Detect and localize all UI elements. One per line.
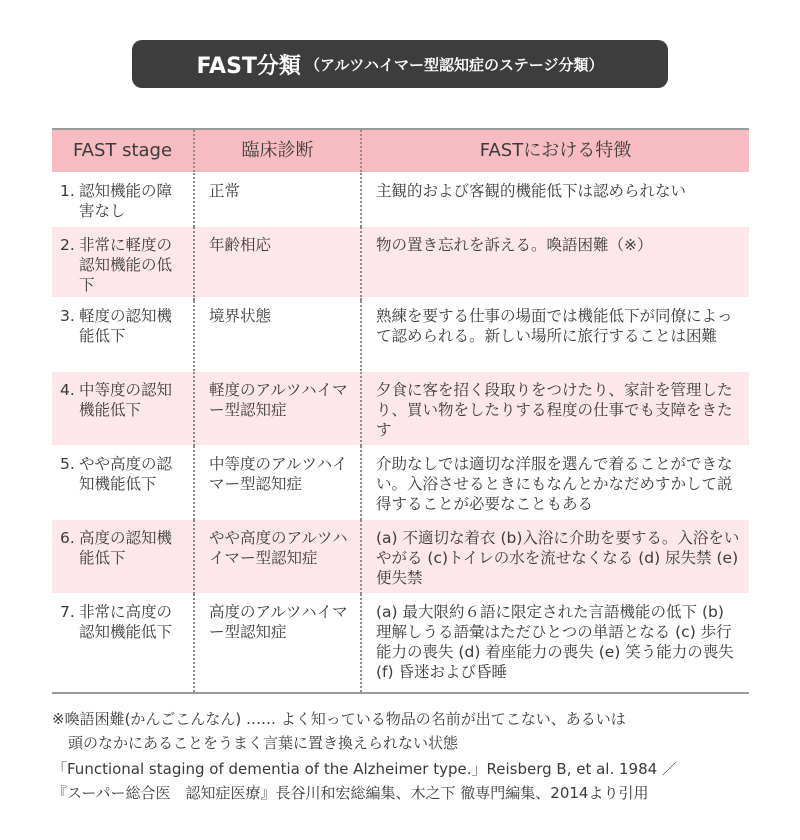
stage-label: 軽度の認知機能低下 (79, 307, 173, 345)
fast-table (52, 128, 749, 694)
stage-number: 1. (60, 182, 75, 200)
stage-number: 4. (60, 381, 75, 399)
page-title: FAST分類 (196, 53, 301, 79)
table-row (52, 594, 749, 692)
feature-cell: 夕食に客を招く段取りをつけたり、家計を管理したり、買い物をしたりする程度の仕事でも支障をきたす (360, 372, 749, 446)
diagnosis-cell: 中等度のアルツハイマー型認知症 (193, 446, 360, 520)
diagnosis-cell: やや高度のアルツハイマー型認知症 (193, 520, 360, 594)
stage-number: 2. (60, 236, 75, 254)
table-row (52, 173, 749, 227)
stage-number: 5. (60, 455, 75, 473)
footnote-line: 頭のなかにあることをうまく言葉に置き換えられない状態 (68, 734, 459, 752)
header-stage: FAST stage (72, 140, 173, 161)
stage-cell (52, 446, 193, 520)
diagnosis-cell: 軽度のアルツハイマー型認知症 (193, 372, 360, 446)
footnote-line: ※喚語困難(かんごこんなん) …… よく知っている物品の名前が出てこない、あるいは (52, 710, 626, 728)
stage-cell (52, 173, 193, 227)
footnote (52, 707, 752, 755)
feature-cell: 物の置き忘れを訴える。喚語困難（※） (360, 227, 749, 301)
stage-label: やや高度の認知機能低下 (79, 455, 173, 493)
stage-cell (52, 372, 193, 446)
stage-label: 非常に高度の認知機能低下 (79, 603, 173, 641)
feature-cell: (a) 最大限約６語に限定された言語機能の低下 (b) 理解しうる語彙はただひとつの単語となる (c) 歩行能力の喪失 (d) 着座能力の喪失 (e) 笑う能力の喪失 (f) 昏迷および昏睡 (360, 594, 749, 692)
citation-line: 『スーパー総合医 認知症医療』長谷川和宏総編集、木之下 徹専門編集、2014より引用 (52, 784, 649, 802)
feature-cell: 主観的および客観的機能低下は認められない (360, 173, 749, 227)
table-header-row (52, 130, 749, 173)
feature-cell: (a) 不適切な着衣 (b)入浴に介助を要する。入浴をいやがる (c)トイレの水を流せなくなる (d) 尿失禁 (e) 便失禁 (360, 520, 749, 594)
citation-line: 「Functional staging of dementia of the Alzheimer type.」Reisberg B, et al. 1984 ／ (52, 760, 677, 778)
header-diagnosis: 臨床診断 (193, 130, 360, 172)
stage-label: 中等度の認知機能低下 (79, 381, 173, 419)
table-row (52, 446, 749, 520)
stage-number: 6. (60, 529, 75, 547)
diagnosis-cell: 年齢相応 (193, 227, 360, 301)
stage-label: 高度の認知機能低下 (79, 529, 173, 567)
feature-cell: 介助なしでは適切な洋服を選んで着ることができない。入浴させるときにもなんとかなだめすかして説得することが必要なこともある (360, 446, 749, 520)
table-row (52, 298, 749, 372)
stage-cell (52, 227, 193, 301)
stage-label: 非常に軽度の認知機能の低下 (79, 236, 173, 294)
citation (52, 757, 762, 805)
header-feature: FASTにおける特徴 (360, 130, 749, 172)
stage-cell (52, 520, 193, 594)
stage-number: 3. (60, 307, 75, 325)
title-banner (132, 40, 668, 88)
feature-cell: 熟練を要する仕事の場面では機能低下が同僚によって認められる。新しい場所に旅行することは困難 (360, 298, 749, 371)
page-subtitle: （アルツハイマー型認知症のステージ分類） (304, 55, 604, 74)
table-row (52, 520, 749, 594)
stage-number: 7. (60, 603, 75, 621)
stage-cell (52, 298, 193, 371)
diagnosis-cell: 正常 (193, 173, 360, 227)
table-row (52, 372, 749, 446)
diagnosis-cell: 境界状態 (193, 298, 360, 371)
diagnosis-cell: 高度のアルツハイマー型認知症 (193, 594, 360, 692)
stage-label: 認知機能の障害なし (79, 182, 173, 220)
table-row (52, 227, 749, 298)
stage-cell (52, 594, 193, 692)
